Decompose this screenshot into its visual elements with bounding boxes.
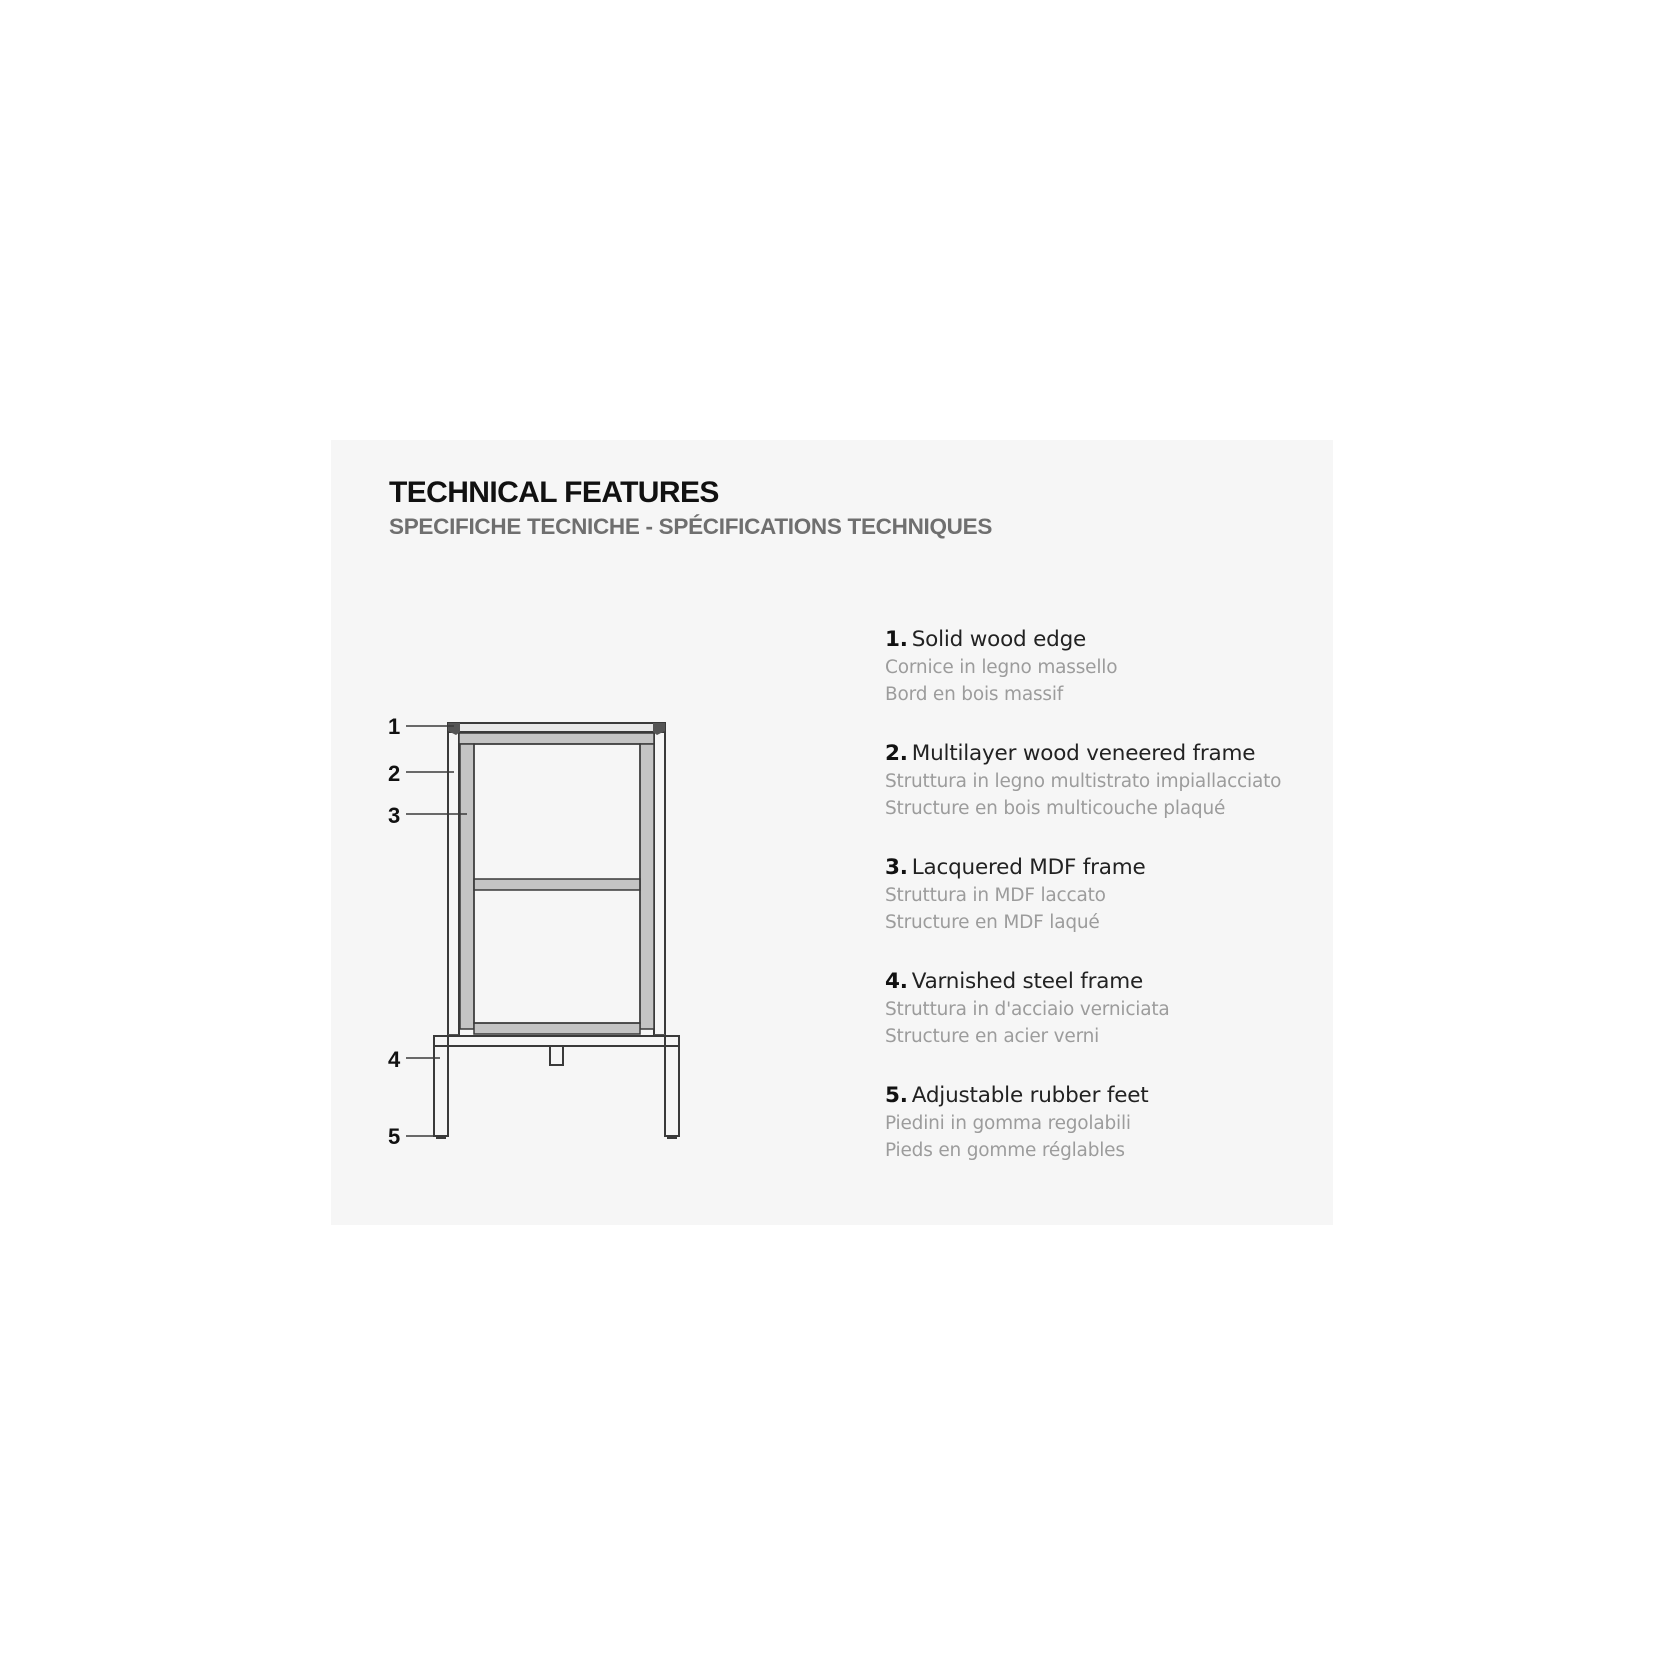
feature-heading bbox=[885, 626, 1325, 654]
mdf-frame-right bbox=[640, 744, 654, 1029]
feature-number: 5. bbox=[885, 1083, 908, 1108]
callout-number-3: 3 bbox=[388, 803, 401, 828]
steel-leg-left bbox=[434, 1036, 448, 1136]
feature-item bbox=[885, 1082, 1325, 1196]
edge-corner-top-right bbox=[653, 723, 665, 735]
callout-number-5: 5 bbox=[388, 1124, 401, 1149]
solid-wood-edge-top bbox=[448, 723, 665, 732]
mdf-frame-left bbox=[460, 744, 474, 1029]
feature-heading bbox=[885, 740, 1325, 768]
feature-heading bbox=[885, 854, 1325, 882]
mdf-shelf bbox=[474, 879, 640, 890]
mdf-frame-top bbox=[459, 733, 654, 744]
feature-name-en: Varnished steel frame bbox=[911, 969, 1143, 994]
feature-item bbox=[885, 740, 1325, 854]
feature-name-fr: Structure en bois multicouche plaqué bbox=[885, 798, 1226, 819]
callout-number-2: 2 bbox=[388, 761, 401, 786]
feature-name-en: Multilayer wood veneered frame bbox=[911, 741, 1256, 766]
feature-name-fr: Pieds en gomme réglables bbox=[885, 1140, 1125, 1161]
mdf-frame-bottom bbox=[474, 1023, 640, 1034]
callout-number-4: 4 bbox=[388, 1047, 401, 1072]
feature-name-en: Lacquered MDF frame bbox=[911, 855, 1146, 880]
feature-name-it: Piedini in gomma regolabili bbox=[885, 1113, 1131, 1134]
feature-number: 1. bbox=[885, 627, 908, 652]
feature-name-fr: Structure en acier verni bbox=[885, 1026, 1100, 1047]
feature-name-en: Solid wood edge bbox=[911, 627, 1087, 652]
feature-name-it: Struttura in d'acciaio verniciata bbox=[885, 999, 1170, 1020]
feature-name-it: Cornice in legno massello bbox=[885, 657, 1118, 678]
section-title: TECHNICAL FEATURES bbox=[389, 476, 719, 509]
feature-list bbox=[885, 626, 1325, 1196]
feature-name-fr: Bord en bois massif bbox=[885, 684, 1064, 705]
feature-number: 3. bbox=[885, 855, 908, 880]
feature-item bbox=[885, 626, 1325, 740]
feature-number: 4. bbox=[885, 969, 908, 994]
feature-name-fr: Structure en MDF laqué bbox=[885, 912, 1100, 933]
feature-item bbox=[885, 968, 1325, 1082]
steel-frame-top-rail bbox=[434, 1036, 679, 1046]
feature-name-en: Adjustable rubber feet bbox=[911, 1083, 1149, 1108]
feature-name-it: Struttura in MDF laccato bbox=[885, 885, 1106, 906]
feature-name-it: Struttura in legno multistrato impiallacciato bbox=[885, 771, 1282, 792]
feature-number: 2. bbox=[885, 741, 908, 766]
section-subtitle: SPECIFICHE TECNICHE - SPÉCIFICATIONS TECHNIQUES bbox=[389, 514, 993, 539]
steel-leg-right bbox=[665, 1036, 679, 1136]
feature-item bbox=[885, 854, 1325, 968]
steel-frame-center-bracket bbox=[550, 1046, 563, 1065]
rubber-foot-right bbox=[667, 1135, 677, 1139]
feature-heading bbox=[885, 1082, 1325, 1110]
edge-corner-top-left bbox=[448, 723, 460, 735]
callout-number-1: 1 bbox=[388, 714, 401, 739]
feature-heading bbox=[885, 968, 1325, 996]
